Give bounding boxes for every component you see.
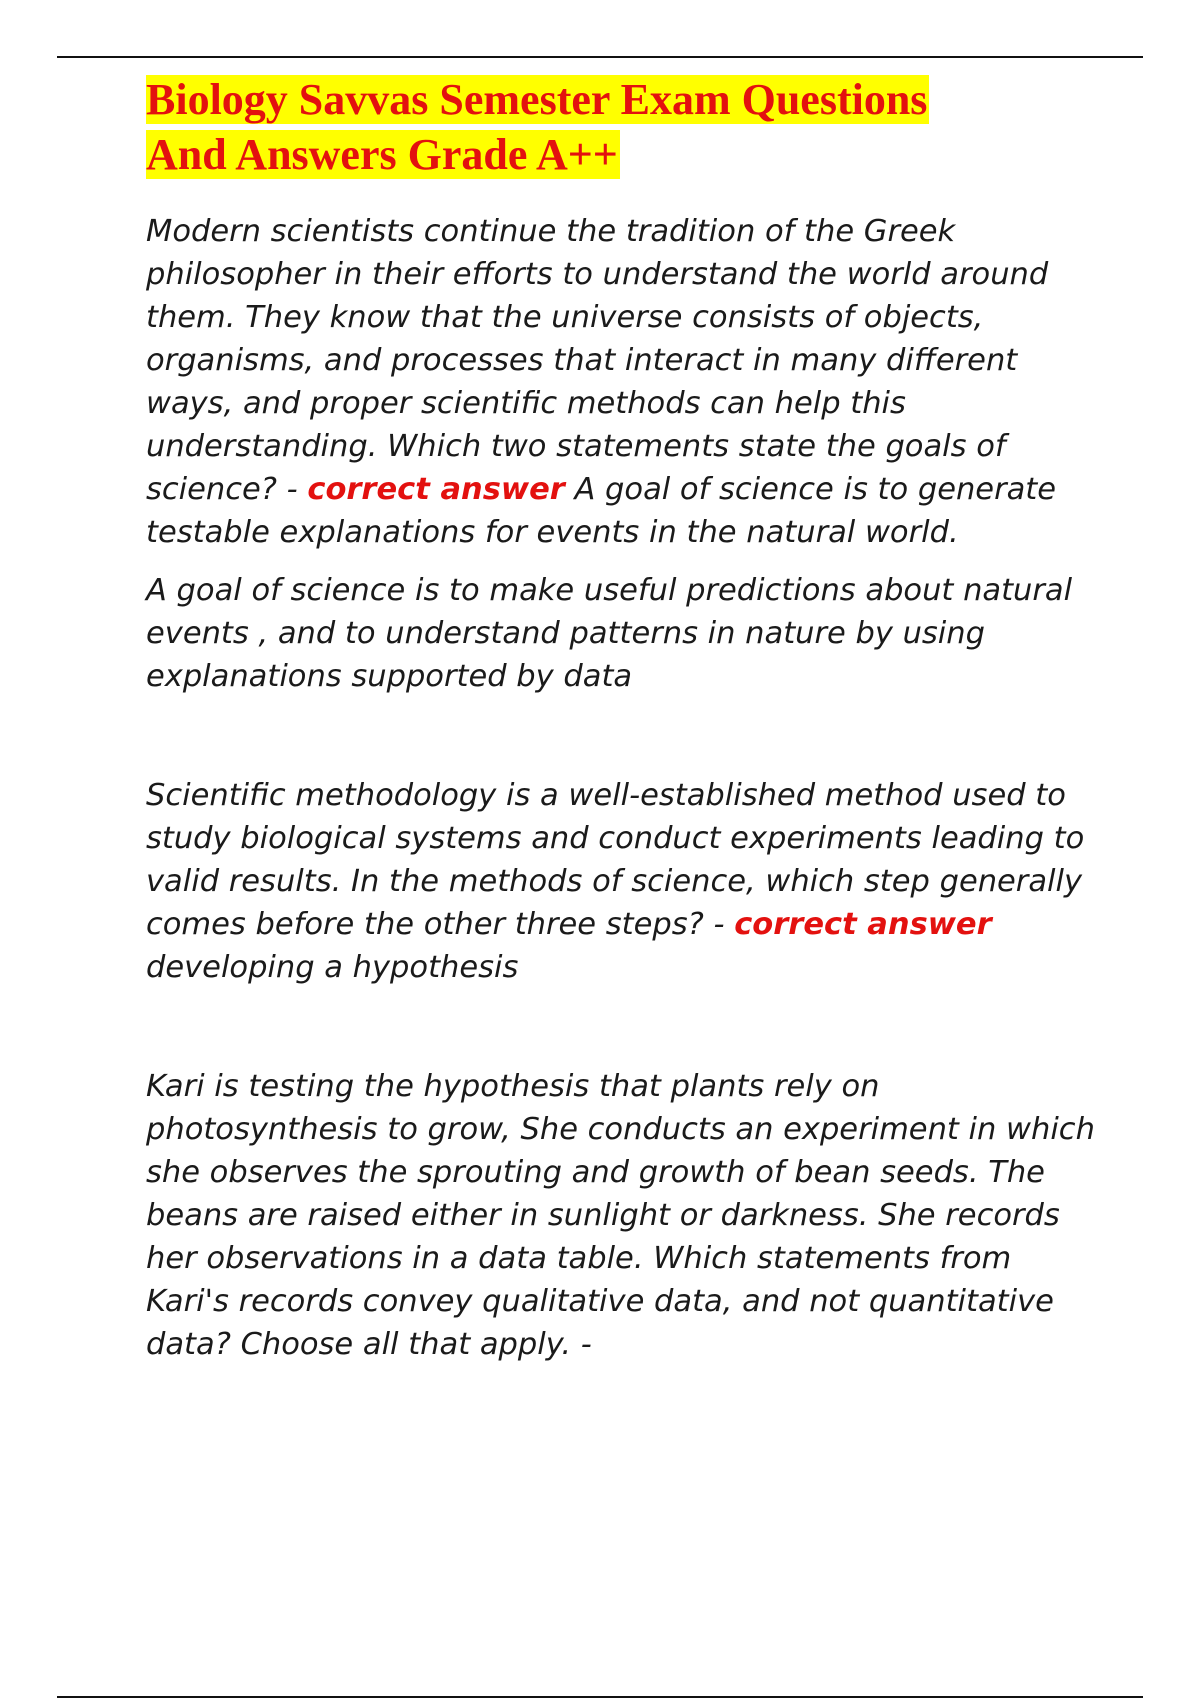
question-3: [146, 1065, 1096, 1366]
answer-1-text: A goal of science is to generate testable explanations for events in the natural world.: [146, 472, 1057, 550]
title-line-1: Biology Savvas Semester Exam Questions: [146, 75, 928, 124]
question-2: [146, 774, 1096, 989]
title-line-2: And Answers Grade A++: [146, 130, 618, 179]
document-title: [146, 72, 1096, 182]
question-1-text: Modern scientists continue the tradition of the Greek philosopher in their efforts to understand the world around them. They know that the universe consists of objects, organisms, and processes that interact in many different ways, and proper scientific methods can help this understanding. Which two statements state the goals of science? -: [146, 214, 1049, 507]
answer-1-continued: A goal of science is to make useful predictions about natural events , and to understand patterns in nature by using explanations supported by data: [146, 573, 1073, 694]
question-3-text: Kari is testing the hypothesis that plants rely on photosynthesis to grow, She conducts an experiment in which she observes the sprouting and growth of bean seeds. The beans are raised either in sunlight or darkness. She records her observations in a data table. Which statements from Kari's records convey qualitative data, and not quantitative data? Choose all that apply. -: [146, 1069, 1095, 1362]
answer-2-text: developing a hypothesis: [146, 950, 519, 985]
bottom-rule: [57, 1696, 1143, 1698]
answer-label: correct answer: [307, 472, 565, 507]
document-page: [146, 72, 1096, 1366]
answer-label: correct answer: [734, 907, 992, 942]
top-rule: [57, 56, 1143, 58]
question-2-text: Scientific methodology is a well-established method used to study biological systems and conduct experiments leading to valid results. In the methods of science, which step generally comes before the other three steps? -: [146, 778, 1085, 942]
question-1: [146, 210, 1096, 554]
